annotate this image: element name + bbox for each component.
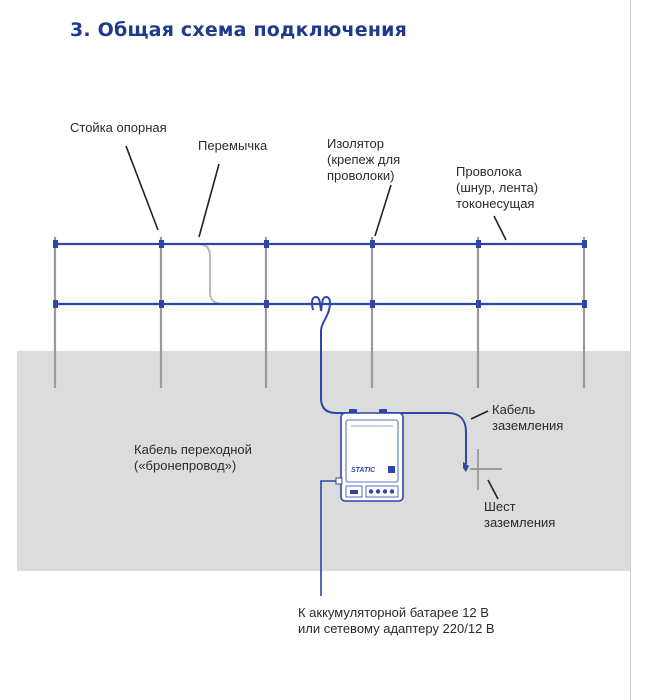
label-jumper: Перемычка (198, 138, 268, 153)
leader-ground-cable (471, 411, 488, 419)
label-wire: Проволока (шнур, лента) токонесущая (456, 164, 539, 211)
insulator (370, 240, 375, 248)
insulator (476, 300, 481, 308)
label-ground-rod: Шест заземления (484, 499, 556, 530)
page-title: 3. Общая схема подключения (70, 19, 408, 41)
insulator (582, 300, 587, 308)
wire-clip (312, 297, 330, 330)
insulators (53, 240, 587, 308)
label-insulator: Изолятор (крепеж для проволоки) (327, 136, 401, 183)
insulator (370, 300, 375, 308)
insulator (53, 240, 58, 248)
insulator (159, 240, 164, 248)
energizer-device (336, 409, 403, 501)
leader-support-post (126, 146, 158, 230)
insulator (53, 300, 58, 308)
ground-rod (470, 449, 502, 490)
support-posts (55, 237, 584, 388)
insulator (264, 240, 269, 248)
power-cable (321, 481, 341, 596)
leader-insulator (375, 185, 391, 236)
label-support-post: Стойка опорная (70, 120, 167, 135)
transition-cable (321, 330, 349, 413)
leader-jumper (199, 164, 219, 237)
leader-ground-rod (488, 480, 498, 499)
label-transition-cable: Кабель переходной («бронепровод») (134, 442, 252, 473)
leader-wire (494, 216, 506, 240)
insulator (264, 300, 269, 308)
device-brand-logo: STATIC (351, 467, 376, 474)
label-power-source: К аккумуляторной батарее 12 В или сетевому адаптеру 220/12 В (298, 605, 495, 636)
insulator (582, 240, 587, 248)
insulator (159, 300, 164, 308)
insulator (476, 240, 481, 248)
label-ground-cable: Кабель заземления (492, 402, 564, 433)
jumper-wire (198, 244, 234, 304)
